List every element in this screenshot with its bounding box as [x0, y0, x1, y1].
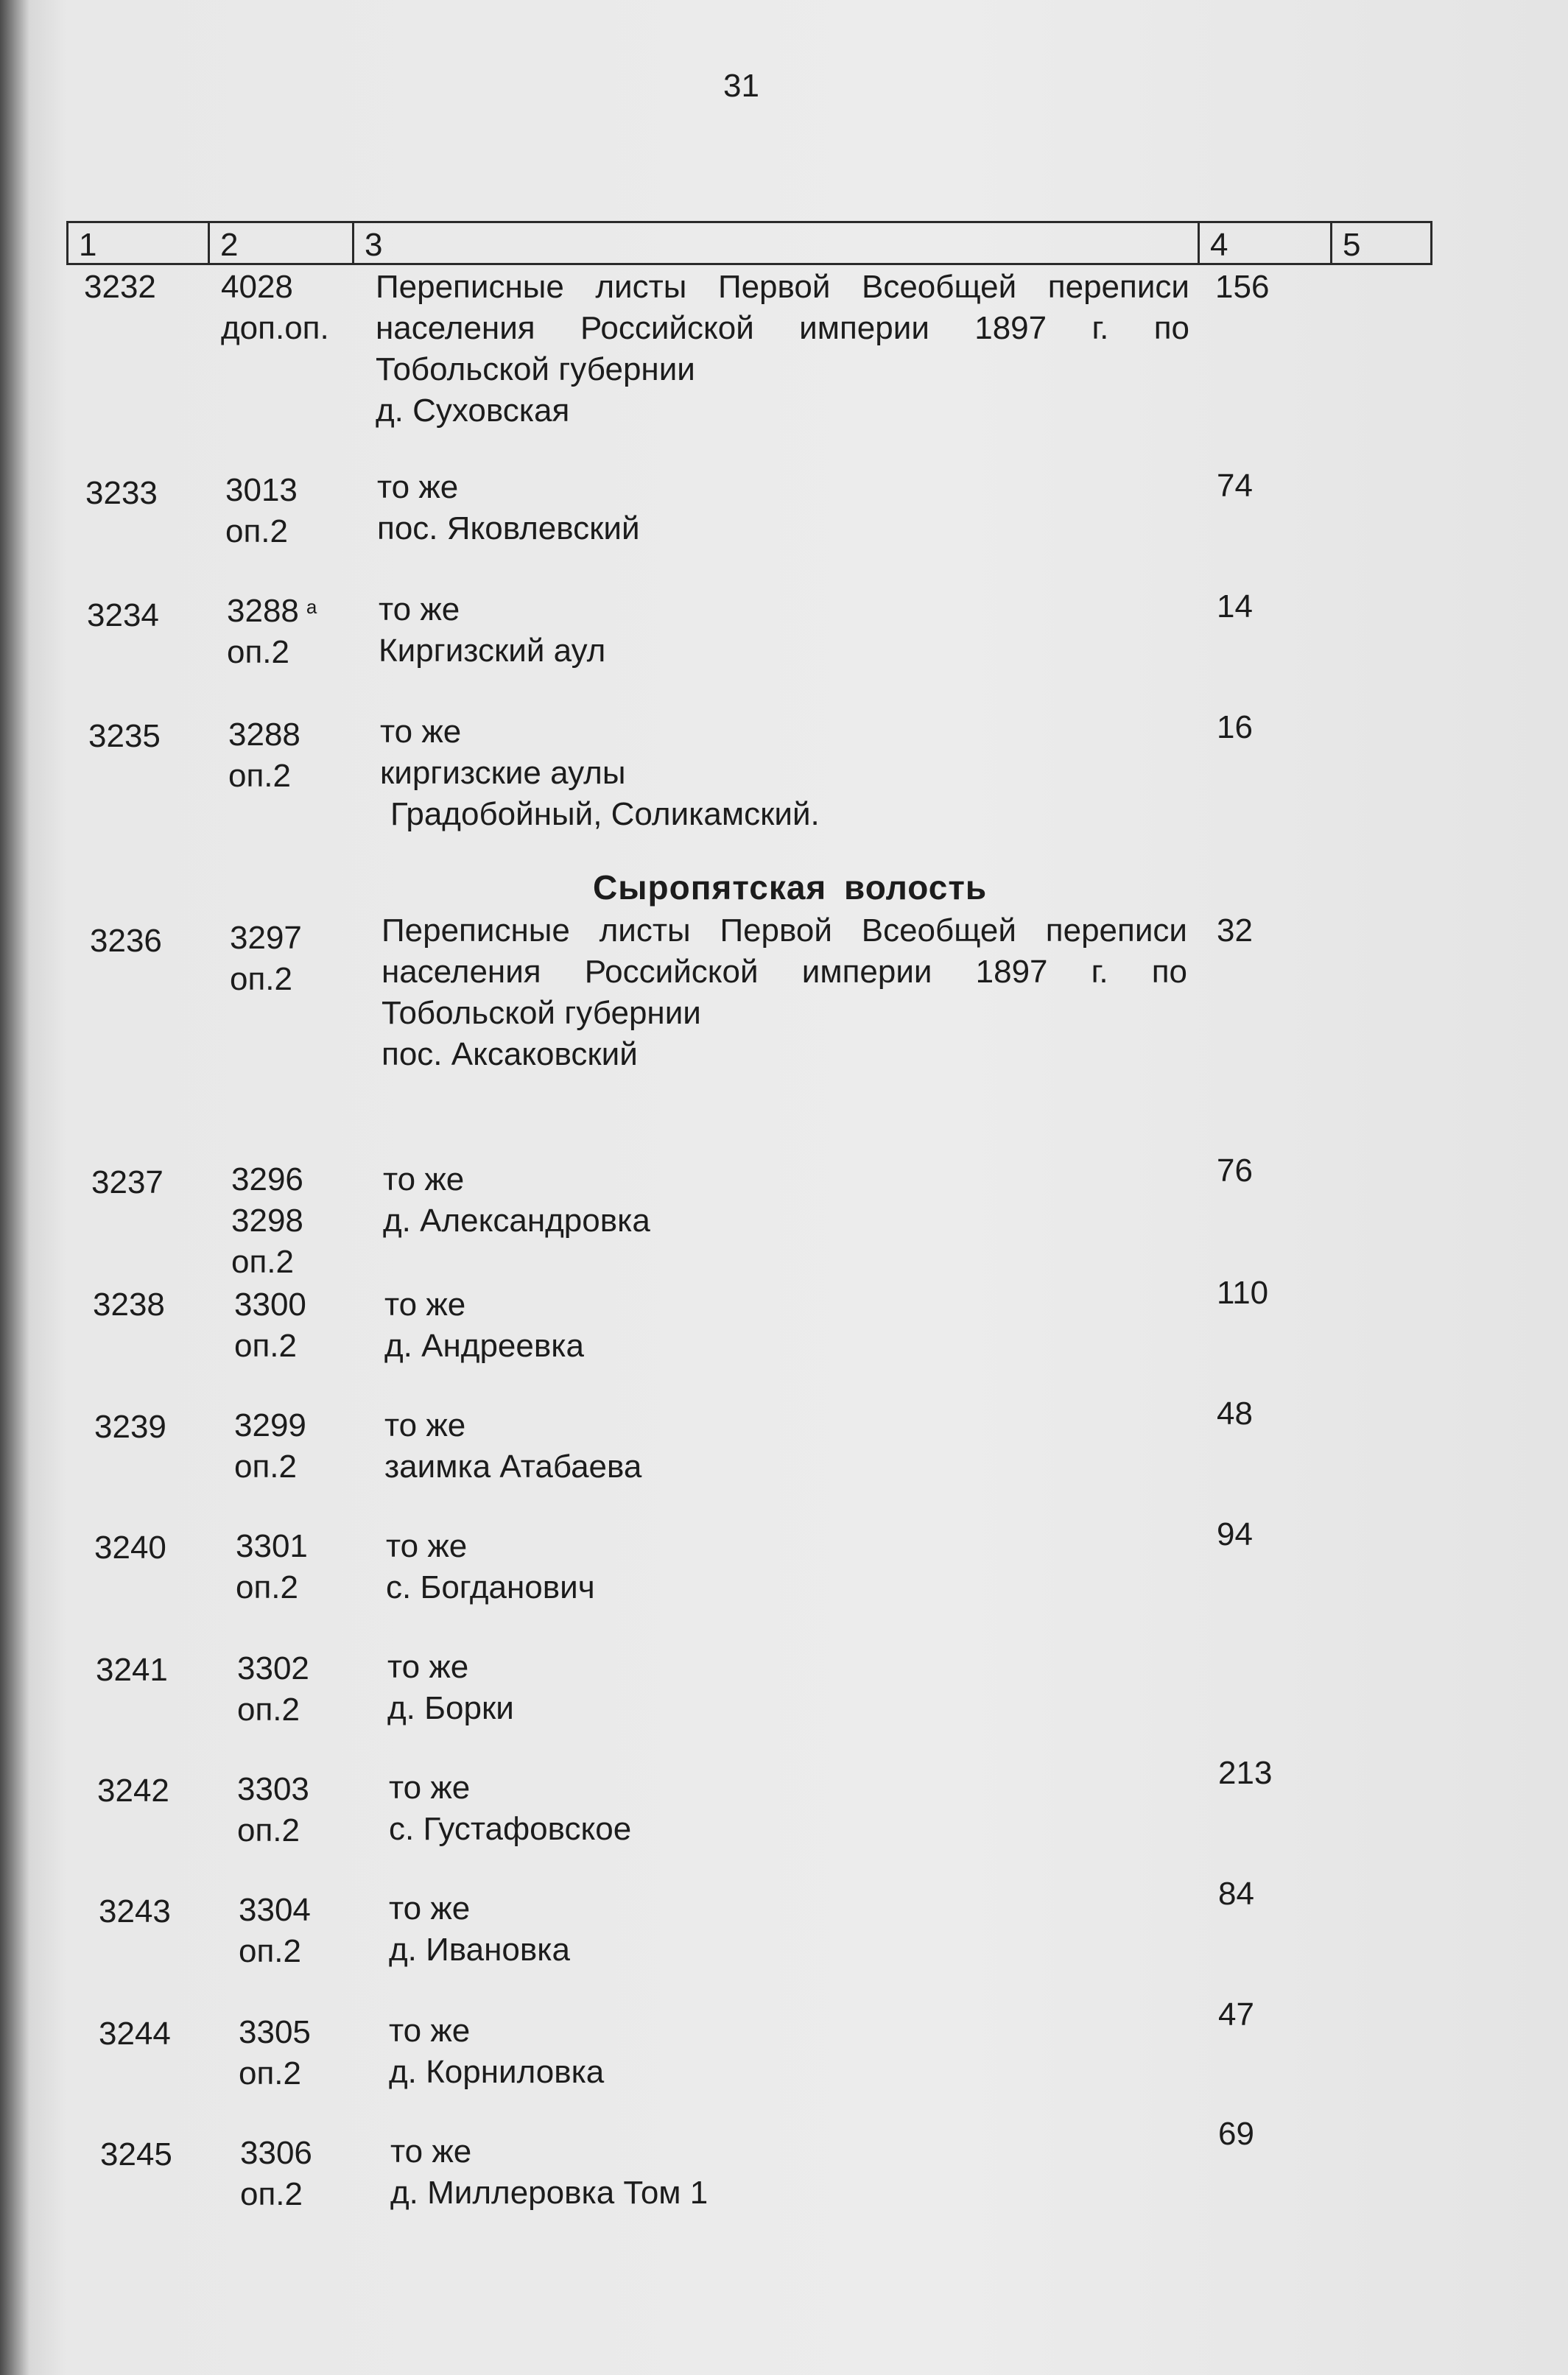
code-line: 3303	[237, 1771, 309, 1807]
row-description	[376, 267, 1189, 432]
description-line: с. Густафовское	[389, 1811, 632, 1847]
description-line: то же	[377, 469, 459, 505]
row-code	[234, 1284, 306, 1367]
row-code	[227, 591, 317, 673]
code-line: оп.2	[237, 1812, 300, 1848]
section-heading: Сыропятская волость	[593, 868, 988, 907]
row-description	[382, 910, 1187, 1075]
description-line: то же	[390, 2133, 472, 2170]
description-line: то же	[384, 1407, 466, 1443]
row-count: 110	[1217, 1275, 1269, 1311]
row-count: 84	[1218, 1876, 1254, 1912]
code-line: 3297	[230, 920, 302, 956]
description-line: Градобойный, Соликамский.	[390, 796, 820, 832]
row-code	[237, 1648, 309, 1731]
code-line: 3013	[225, 472, 298, 508]
description-line: то же	[386, 1528, 468, 1564]
column-header-1: 1	[68, 223, 210, 263]
column-header-2: 2	[210, 223, 354, 263]
row-number: 3234	[87, 597, 159, 633]
column-header-4: 4	[1200, 223, 1332, 263]
code-line: 3298	[231, 1203, 303, 1239]
description-line: то же	[380, 714, 462, 750]
row-count: 16	[1217, 709, 1253, 745]
code-line: 3296	[231, 1161, 303, 1197]
code-line: 3302	[237, 1650, 309, 1686]
row-code	[237, 1769, 309, 1851]
description-line: населения Российской империи 1897 г. по	[376, 310, 1189, 346]
row-count: 76	[1217, 1153, 1253, 1189]
code-superscript: а	[306, 596, 317, 618]
code-line: 3301	[236, 1528, 308, 1564]
row-code	[228, 714, 300, 797]
row-number: 3241	[96, 1652, 168, 1688]
description-line: Переписные листы Первой Всеобщей переписи	[376, 269, 1189, 305]
row-number: 3236	[90, 923, 162, 959]
row-count: 32	[1217, 912, 1253, 949]
row-count: 74	[1217, 468, 1253, 504]
code-line: оп.2	[227, 634, 289, 670]
code-line: оп.2	[240, 2176, 303, 2212]
code-line: оп.2	[234, 1328, 297, 1364]
row-count: 213	[1218, 1755, 1273, 1791]
row-number: 3244	[99, 2016, 171, 2052]
code-line: 3288	[228, 717, 300, 753]
code-line: оп.2	[225, 513, 288, 549]
description-line: д. Борки	[387, 1690, 514, 1726]
row-code	[231, 1159, 303, 1283]
code-line: оп.2	[230, 961, 292, 997]
description-line: Киргизский аул	[379, 633, 606, 669]
row-number: 3237	[91, 1164, 164, 1200]
description-line: Переписные листы Первой Всеобщей переписи	[382, 912, 1187, 949]
description-line: д. Корниловка	[389, 2054, 605, 2090]
description-line: Тобольской губернии	[376, 351, 695, 387]
description-line: то же	[387, 1649, 469, 1685]
description-line: то же	[384, 1287, 466, 1323]
code-line: оп.2	[234, 1449, 297, 1485]
code-line: доп.оп.	[221, 310, 329, 346]
description-line: то же	[389, 2013, 471, 2049]
row-number: 3239	[94, 1409, 166, 1445]
description-line: д. Александровка	[383, 1203, 650, 1239]
code-line: 3304	[239, 1892, 311, 1928]
row-number: 3235	[88, 718, 161, 754]
row-number: 3243	[99, 1893, 171, 1929]
column-header-3: 3	[354, 223, 1200, 263]
code-line: оп.2	[236, 1569, 298, 1605]
row-count: 47	[1218, 1996, 1254, 2033]
row-code	[230, 918, 302, 1000]
code-line: 3305	[239, 2014, 311, 2050]
description-line: д. Миллеровка Том 1	[390, 2175, 709, 2211]
description-line: то же	[379, 591, 460, 627]
row-description	[387, 1647, 1389, 1729]
description-line: пос. Яковлевский	[377, 510, 640, 546]
description-line: то же	[383, 1161, 465, 1197]
description-line: Тобольской губернии	[382, 995, 701, 1031]
code-line: 3306	[240, 2135, 312, 2171]
description-line: киргизские аулы	[380, 755, 626, 791]
row-code	[225, 470, 298, 552]
description-line: д. Суховская	[376, 393, 570, 429]
description-line: пос. Аксаковский	[382, 1036, 638, 1072]
description-line: д. Андреевка	[384, 1328, 584, 1364]
row-code	[234, 1405, 306, 1488]
code-line: оп.2	[237, 1692, 300, 1728]
code-line: 3299	[234, 1407, 306, 1443]
column-header-5: 5	[1343, 227, 1361, 263]
description-line: то же	[389, 1770, 471, 1806]
code-line: 3288	[227, 593, 299, 629]
code-line: 3300	[234, 1287, 306, 1323]
row-code	[221, 267, 329, 349]
code-line: оп.2	[228, 758, 291, 794]
code-line: оп.2	[231, 1244, 294, 1280]
row-count: 94	[1217, 1516, 1253, 1552]
description-line: то же	[389, 1890, 471, 1927]
description-line: с. Богданович	[386, 1569, 595, 1605]
row-number: 3233	[85, 475, 158, 511]
description-line: д. Ивановка	[389, 1932, 570, 1968]
row-code	[239, 1890, 311, 1972]
row-count: 48	[1217, 1396, 1253, 1432]
description-line: населения Российской империи 1897 г. по	[382, 954, 1187, 990]
row-number: 3242	[97, 1773, 169, 1809]
row-number: 3245	[100, 2136, 172, 2172]
code-line: оп.2	[239, 2055, 301, 2091]
row-count: 156	[1215, 269, 1270, 305]
row-number: 3232	[84, 269, 156, 305]
row-number: 3238	[93, 1287, 165, 1323]
code-line: 4028	[221, 269, 293, 305]
row-number: 3240	[94, 1530, 166, 1566]
code-line: оп.2	[239, 1933, 301, 1969]
table-header	[66, 221, 1432, 265]
row-count: 14	[1217, 588, 1253, 624]
page-number: 31	[723, 68, 759, 104]
row-code	[236, 1526, 308, 1608]
row-code	[240, 2133, 312, 2215]
row-code	[239, 2012, 311, 2094]
description-line: заимка Атабаева	[384, 1449, 642, 1485]
row-count: 69	[1218, 2116, 1254, 2152]
